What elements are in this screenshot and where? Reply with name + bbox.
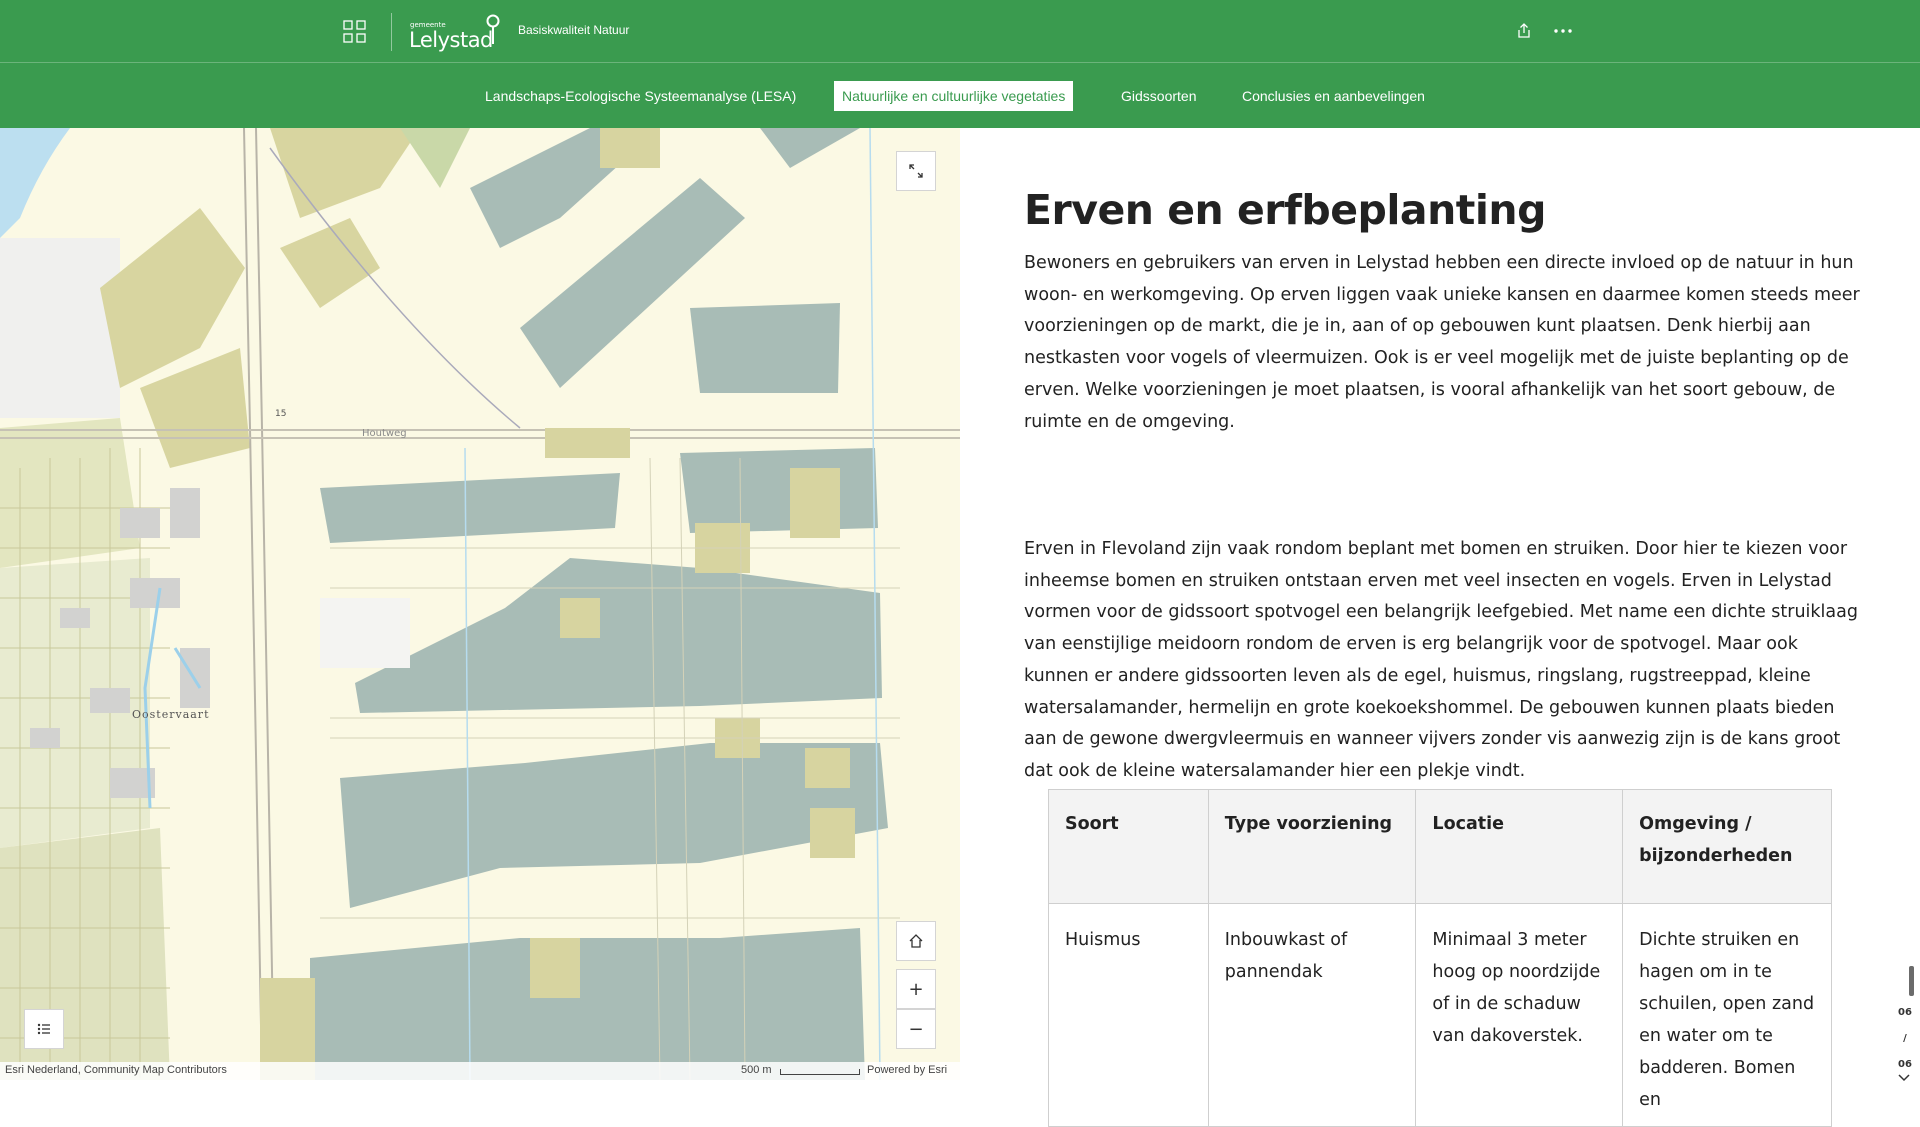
- table-cell: Dichte struiken en hagen om in te schuilen, open zand en water om te badderen. Bomen en: [1623, 904, 1832, 1127]
- map-attribution: [0, 1062, 960, 1080]
- table-header-omgeving: Omgeving / bijzonderheden: [1623, 790, 1832, 904]
- table-cell: Minimaal 3 meter hoog op noordzijde of in de schaduw van dakoverstek.: [1416, 904, 1623, 1127]
- map-place-label: Oostervaart: [132, 708, 210, 721]
- map-view[interactable]: [0, 128, 960, 1080]
- logo-small-text: gemeente: [410, 21, 446, 29]
- table-header-type: Type voorziening: [1208, 790, 1416, 904]
- share-icon[interactable]: [1515, 22, 1533, 40]
- header-divider: [391, 13, 392, 51]
- content-scrollbar[interactable]: [1909, 966, 1914, 996]
- basemap: [0, 128, 960, 1080]
- story-content-panel[interactable]: [960, 128, 1920, 1110]
- legend-icon[interactable]: [24, 1009, 64, 1049]
- app-header: [0, 0, 1920, 63]
- apps-grid-icon[interactable]: [343, 20, 367, 44]
- progress-total: 06: [1898, 1059, 1912, 1070]
- logo-big-text: Lelystad: [409, 28, 493, 52]
- expand-icon[interactable]: [896, 151, 936, 191]
- map-road-label: Houtweg: [362, 428, 407, 439]
- voorzieningen-table: [1048, 789, 1832, 1127]
- progress-current: 06: [1898, 1007, 1912, 1018]
- powered-by-esri[interactable]: Powered by Esri: [867, 1064, 948, 1076]
- nav-item-vegetaties[interactable]: Natuurlijke en cultuurlijke vegetaties: [834, 81, 1073, 111]
- progress-separator: /: [1903, 1033, 1907, 1044]
- nav-item-gidssoorten[interactable]: Gidssoorten: [1121, 88, 1197, 104]
- scale-bar: [780, 1069, 860, 1075]
- more-options-icon[interactable]: [1553, 22, 1573, 40]
- table-cell: Huismus: [1049, 904, 1209, 1127]
- table-header-locatie: Locatie: [1416, 790, 1623, 904]
- zoom-out-icon[interactable]: −: [896, 1009, 936, 1049]
- table-cell: Inbouwkast of pannendak: [1208, 904, 1416, 1127]
- app-title: Basiskwaliteit Natuur: [518, 23, 630, 37]
- map-exit-label: 15: [275, 409, 287, 419]
- paragraph-2: Erven in Flevoland zijn vaak rondom beplant met bomen en struiken. Door hier te kiezen voor inheemse bomen en struiken ontstaan erven met veel insecten en vogels. Erven in Lelystad vormen voor de gidssoort spotvogel een belangrijk leefgebied. Met name een dichte struiklaag van eenstijlige meidoorn rondom de erven is erg belangrijk voor de spotvogel. Maar ook kunnen er andere gidssoorten leven als de egel, huismus, ringslang, rugstreeppad, kleine watersalamander, hermelijn en grote koekoekshommel. De gebouwen kunnen plaats bieden aan de gewone dwergvleermuis en wanneer vijvers zonder vis aanwezig zijn is de kans groot dat ook de kleine watersalamander hier een plekje vindt.: [1024, 539, 1858, 781]
- section-progress: [1893, 1000, 1917, 1078]
- section-heading: Erven en erfbeplanting: [1024, 186, 1546, 234]
- lelystad-logo[interactable]: [408, 12, 504, 52]
- table-row: [1049, 904, 1832, 1127]
- paragraph-1: Bewoners en gebruikers van erven in Lelystad hebben een directe invloed op de natuur in hun woon- en werkomgeving. Op erven liggen vaak unieke kansen en daarmee komen steeds meer voorzieningen op de markt, die je in, aan of op gebouwen kunt plaatsen. Denk hierbij aan nestkasten voor vogels of vleermuizen. Ook is er veel mogelijk met de juiste beplanting op de erven. Welke voorzieningen je moet plaatsen, is vooral afhankelijk van het soort gebouw, de ruimte en de omgeving.: [1024, 253, 1860, 432]
- scale-label: 500 m: [741, 1064, 772, 1076]
- nav-item-lesa[interactable]: Landschaps-Ecologische Systeemanalyse (LESA): [485, 88, 797, 104]
- table-header-soort: Soort: [1049, 790, 1209, 904]
- home-icon[interactable]: [896, 921, 936, 961]
- zoom-in-icon[interactable]: +: [896, 969, 936, 1009]
- section-navigation: [0, 63, 1920, 128]
- nav-item-conclusies[interactable]: Conclusies en aanbevelingen: [1242, 88, 1425, 104]
- chevron-down-icon[interactable]: [1896, 1068, 1912, 1078]
- attribution-text[interactable]: Esri Nederland, Community Map Contributors: [5, 1064, 227, 1076]
- table-header-row: [1049, 790, 1832, 904]
